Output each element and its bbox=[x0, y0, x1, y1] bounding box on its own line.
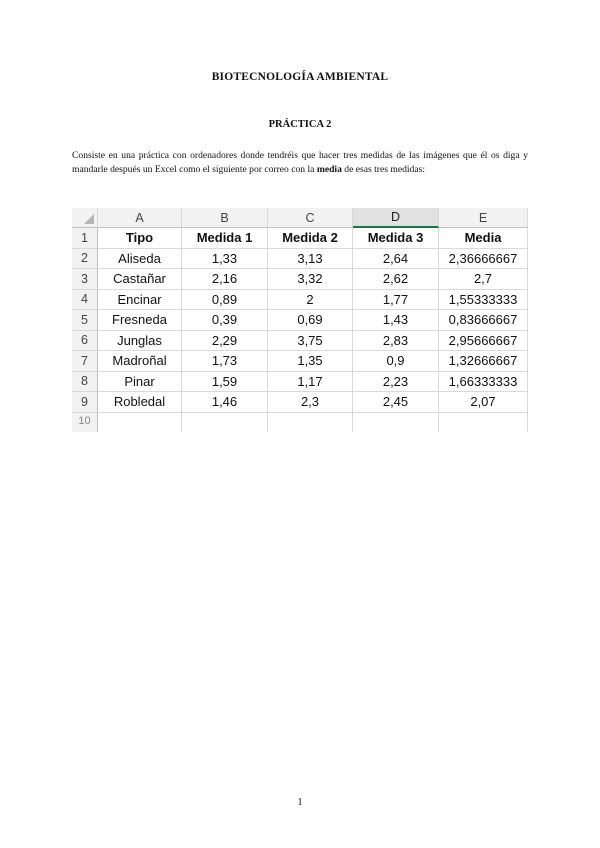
column-header-b: B bbox=[182, 208, 268, 228]
page-number: 1 bbox=[297, 797, 303, 808]
data-cell: 2,64 bbox=[353, 249, 439, 270]
empty-cell bbox=[182, 413, 268, 433]
row-number: 3 bbox=[72, 269, 98, 290]
data-cell: 1,32666667 bbox=[439, 351, 528, 372]
empty-cell bbox=[268, 413, 353, 433]
select-all-corner bbox=[72, 208, 98, 228]
data-cell: 2,07 bbox=[439, 392, 528, 413]
row-number: 9 bbox=[72, 392, 98, 413]
data-cell: 3,75 bbox=[268, 331, 353, 352]
data-cell: 1,59 bbox=[182, 372, 268, 393]
section-title: PRÁCTICA 2 bbox=[268, 119, 332, 130]
data-cell: 3,13 bbox=[268, 249, 353, 270]
data-cell: 1,33 bbox=[182, 249, 268, 270]
intro-text-start: Consiste en una práctica con ordenadores donde tendréis que hacer tres medidas de las imágenes que él os diga y mandarle después un Excel como el siguiente por correo con la bbox=[72, 150, 528, 175]
row-number: 4 bbox=[72, 290, 98, 311]
data-cell: 2,7 bbox=[439, 269, 528, 290]
data-cell: 1,77 bbox=[353, 290, 439, 311]
data-cell: 2,36666667 bbox=[439, 249, 528, 270]
header-cell: Media bbox=[439, 228, 528, 249]
data-cell: 1,43 bbox=[353, 310, 439, 331]
column-header-e: E bbox=[439, 208, 528, 228]
empty-cell bbox=[353, 413, 439, 433]
data-cell: 1,35 bbox=[268, 351, 353, 372]
data-cell: 1,55333333 bbox=[439, 290, 528, 311]
row-number: 1 bbox=[72, 228, 98, 249]
spreadsheet-grid bbox=[72, 208, 528, 432]
data-cell: Fresneda bbox=[98, 310, 182, 331]
header-cell: Medida 3 bbox=[353, 228, 439, 249]
empty-cell bbox=[439, 413, 528, 433]
data-cell: Castañar bbox=[98, 269, 182, 290]
row-number: 2 bbox=[72, 249, 98, 270]
data-cell: 2,23 bbox=[353, 372, 439, 393]
data-cell: 0,39 bbox=[182, 310, 268, 331]
column-header-a: A bbox=[98, 208, 182, 228]
empty-cell bbox=[98, 413, 182, 433]
row-number-partial: 10 bbox=[72, 413, 98, 433]
header-cell: Medida 2 bbox=[268, 228, 353, 249]
row-number: 5 bbox=[72, 310, 98, 331]
data-cell: 2,95666667 bbox=[439, 331, 528, 352]
intro-bold-word: media bbox=[316, 164, 342, 175]
row-number: 7 bbox=[72, 351, 98, 372]
intro-text-end: de esas tres medidas: bbox=[341, 164, 426, 175]
data-cell: 1,46 bbox=[182, 392, 268, 413]
data-cell: 1,17 bbox=[268, 372, 353, 393]
data-cell: 0,9 bbox=[353, 351, 439, 372]
data-cell: Junglas bbox=[98, 331, 182, 352]
data-cell: 2,83 bbox=[353, 331, 439, 352]
column-header-d: D bbox=[353, 208, 439, 228]
data-cell: 0,89 bbox=[182, 290, 268, 311]
data-cell: 0,69 bbox=[268, 310, 353, 331]
spreadsheet-image bbox=[72, 208, 528, 432]
data-cell: 2,62 bbox=[353, 269, 439, 290]
data-cell: 1,66333333 bbox=[439, 372, 528, 393]
document-title: BIOTECNOLOGÍA AMBIENTAL bbox=[211, 71, 389, 83]
data-cell: Encinar bbox=[98, 290, 182, 311]
data-cell: 2,45 bbox=[353, 392, 439, 413]
data-cell: Robledal bbox=[98, 392, 182, 413]
data-cell: 2,3 bbox=[268, 392, 353, 413]
select-all-triangle-icon bbox=[84, 214, 94, 224]
column-header-c: C bbox=[268, 208, 353, 228]
data-cell: Madroñal bbox=[98, 351, 182, 372]
data-cell: 1,73 bbox=[182, 351, 268, 372]
row-number: 8 bbox=[72, 372, 98, 393]
data-cell: 3,32 bbox=[268, 269, 353, 290]
row-number: 6 bbox=[72, 331, 98, 352]
header-cell: Tipo bbox=[98, 228, 182, 249]
intro-paragraph bbox=[72, 149, 528, 177]
data-cell: Pinar bbox=[98, 372, 182, 393]
data-cell: 0,83666667 bbox=[439, 310, 528, 331]
data-cell: 2,29 bbox=[182, 331, 268, 352]
data-cell: 2 bbox=[268, 290, 353, 311]
header-cell: Medida 1 bbox=[182, 228, 268, 249]
data-cell: Aliseda bbox=[98, 249, 182, 270]
data-cell: 2,16 bbox=[182, 269, 268, 290]
